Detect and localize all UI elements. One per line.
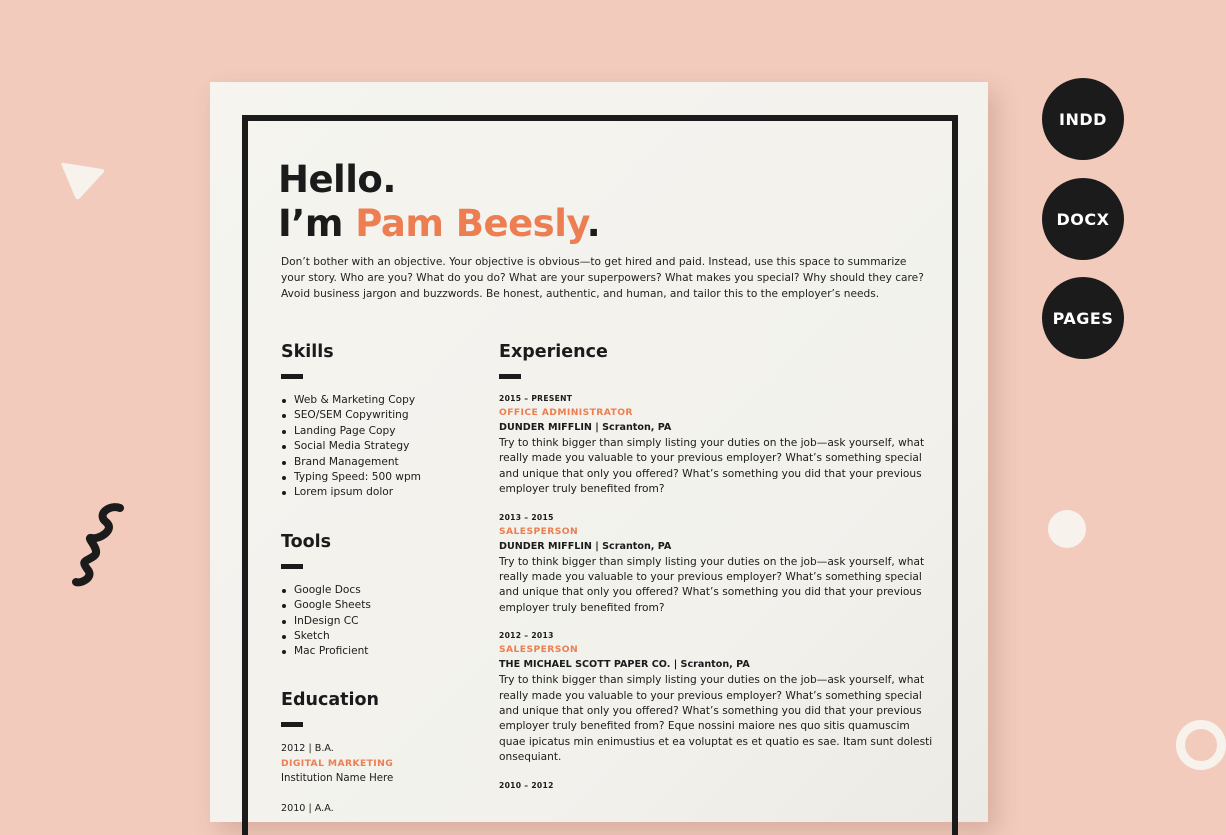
triangle-decoration [58,160,106,202]
squiggle-decoration [66,500,136,592]
education-field: DIGITAL MARKETING [281,757,394,769]
job-entry [499,393,939,498]
skills-list [281,393,481,501]
job-years: 2010 – 2012 [499,780,554,790]
education-rule [281,722,303,727]
pages-format-badge: PAGES [1042,277,1124,359]
circle-decoration [1048,510,1086,548]
greeting: Hello. [278,158,396,201]
job-years: 2013 – 2015 [499,512,554,522]
skills-rule [281,374,303,379]
candidate-name: Pam Beesly [355,202,587,245]
list-item: Sketch [281,629,481,644]
list-item: Social Media Strategy [281,439,481,454]
list-item: Web & Marketing Copy [281,393,481,408]
resume-headline [278,158,600,246]
list-item: Typing Speed: 500 wpm [281,470,481,485]
list-item: InDesign CC [281,614,481,629]
job-title: OFFICE ADMINISTRATOR [499,407,633,418]
job-company: THE MICHAEL SCOTT PAPER CO. | Scranton, PA [499,659,750,671]
job-company: DUNDER MIFFLIN | Scranton, PA [499,422,672,433]
im-prefix: I’m [278,202,356,245]
list-item: Google Sheets [281,598,481,613]
education-heading: Education [281,689,379,710]
list-item: SEO/SEM Copywriting [281,408,481,423]
list-item: Brand Management [281,455,481,470]
job-title: SALESPERSON [499,644,579,656]
education-institution: Institution Name Here [281,772,394,784]
skills-heading: Skills [281,342,334,362]
job-years: 2015 – PRESENT [499,394,573,403]
name-period: . [586,202,601,245]
docx-format-badge: DOCX [1042,178,1124,260]
ring-decoration [1176,720,1226,770]
tools-heading: Tools [281,531,332,552]
job-entry [499,780,939,792]
job-description: Try to think bigger than simply listing your duties on the job—ask yourself, what really made you valuable to your previous employer? What’s something special and unique that only you offered? What’s something you did that your previous employer truly benefited from? [499,555,925,614]
tools-list [281,583,481,660]
job-company: DUNDER MIFFLIN | Scranton, PA [499,540,672,552]
experience-rule [499,374,521,379]
education-year: 2012 | B.A. [281,742,334,754]
list-item: Mac Proficient [281,644,481,659]
intro-summary: Don’t bother with an objective. Your objective is obvious—to get hired and paid. Instead, use this space to summarize your story. Who are you? What do you do? What are your superpowers? What makes you special? Why should they care? Avoid business jargon and buzzwords. Be honest, authentic, and human, and tailor this to the employer’s needs. [281,256,924,300]
left-column [281,340,481,816]
job-title: SALESPERSON [499,525,579,537]
job-entry [499,630,939,765]
list-item: Landing Page Copy [281,424,481,439]
job-entry [499,512,939,617]
experience-heading: Experience [499,342,608,362]
list-item: Google Docs [281,583,481,598]
job-description: Try to think bigger than simply listing your duties on the job—ask yourself, what really made you valuable to your previous employer? What’s something special and unique that only you offered? What’s something you did that your previous employer truly benefited from? Eque nossini maiore nes quo sitis quamuscim quae ipicatus min enimustius et ea voluptat es et quatio es sae. Itam sunt dolesti onsequiant. [499,674,933,764]
resume-paper [210,82,988,822]
job-years: 2012 – 2013 [499,631,554,641]
tools-rule [281,564,303,569]
job-description: Try to think bigger than simply listing your duties on the job—ask yourself, what really made you valuable to your previous employer? What’s something special and unique that only you offered? What’s something you did that your previous employer truly benefited from? [499,437,925,496]
list-item: Lorem ipsum dolor [281,485,481,500]
right-column [499,340,939,806]
education-year: 2010 | A.A. [281,802,334,814]
name-line [278,202,600,246]
indd-format-badge: INDD [1042,78,1124,160]
